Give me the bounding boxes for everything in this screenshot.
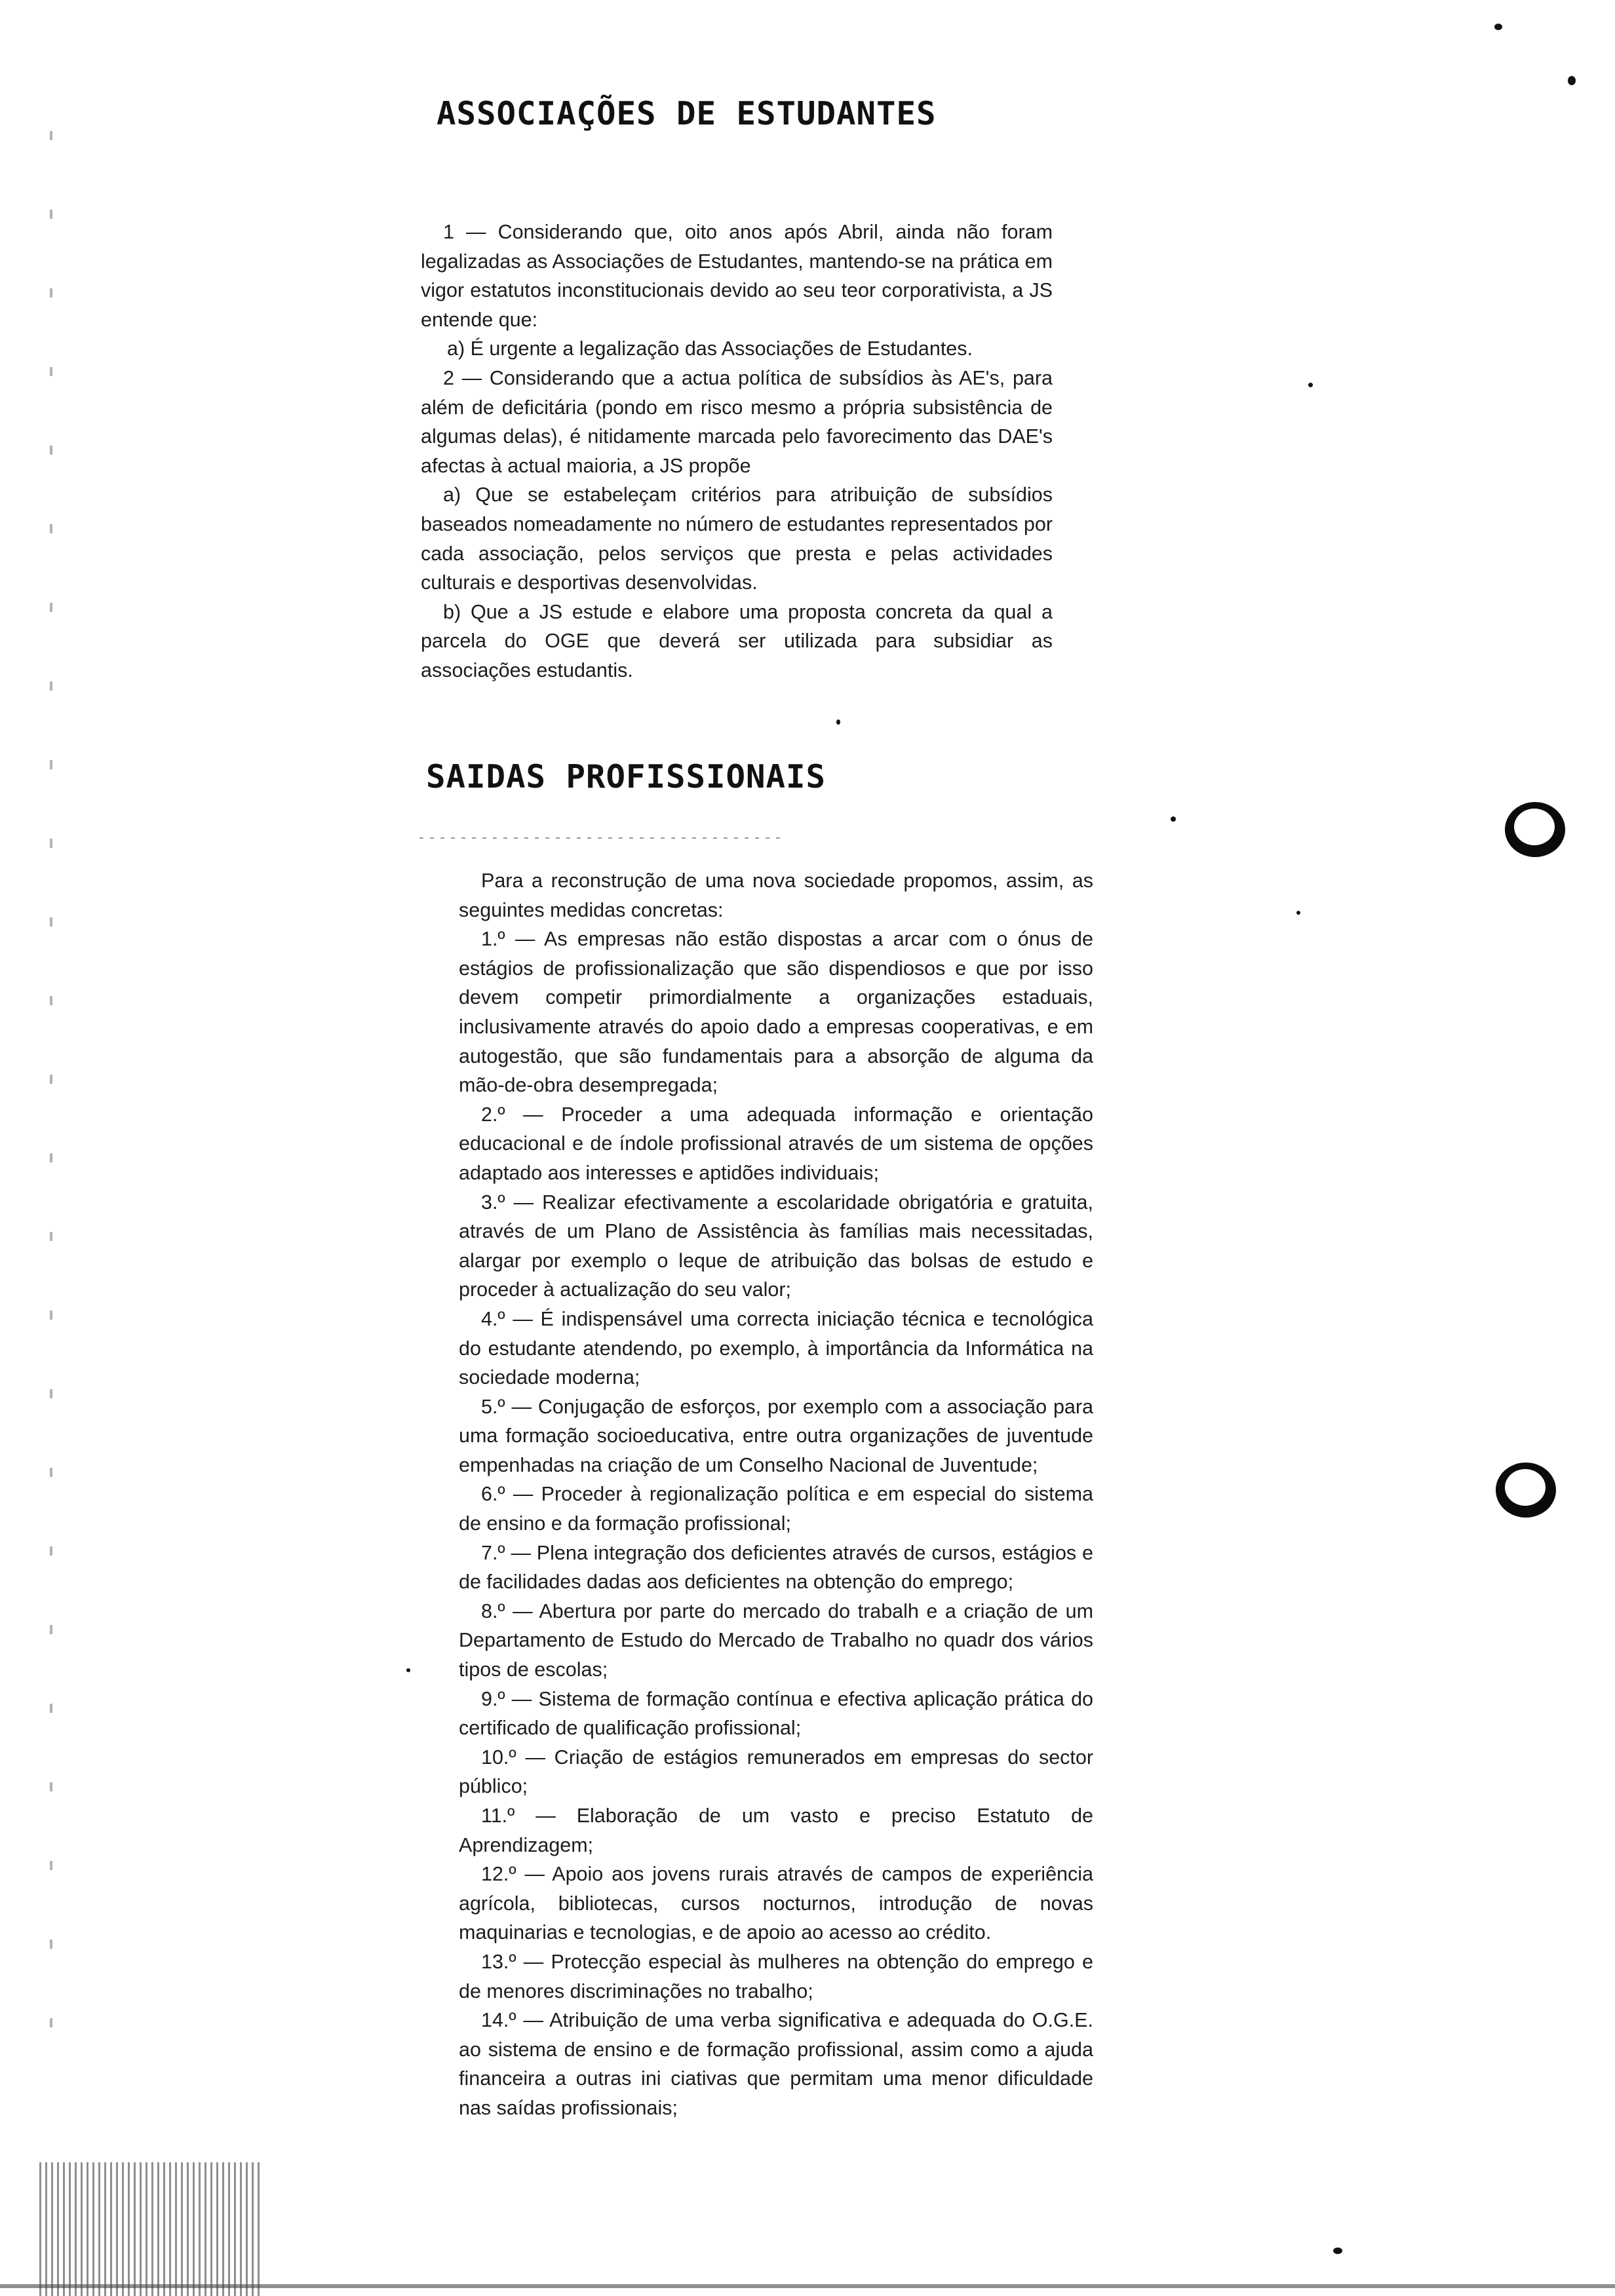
list-item: 5.º — Conjugação de esforços, por exemplo com a associação para uma formação socioeducativa, entre outra organizações de juventude empenhadas na criação de um Conselho Nacional de Juventude; <box>459 1395 1093 1476</box>
paragraph-1: 1 — Considerando que, oito anos após Abril, ainda não foram legalizadas as Associações de Estudantes, mantendo-se na prática em vigor estatutos inconstitucionais devido ao seu teor corporativista, a JS entende que: <box>421 221 1053 331</box>
list-item: 1.º — As empresas não estão dispostas a arcar com o ónus de estágios de profissionalização que são dispendiosos e que por isso devem competir primordialmente a organizações estaduais, inclusivamente através do apoio dado a empresas cooperativas, e em autogestão, que são fundamentais para a absorção de alguma da mão-de-obra desempregada; <box>459 928 1093 1097</box>
scan-speck <box>406 1668 410 1672</box>
paragraph-1a: a) É urgente a legalização das Associações de Estudantes. <box>447 337 973 360</box>
section-title-associacoes: ASSOCIAÇÕES DE ESTUDANTES <box>437 95 937 132</box>
list-item: 2.º — Proceder a uma adequada informação e orientação educacional e de índole profissional através de um sistema de opções adaptado aos interesses e aptidões individuais; <box>459 1103 1093 1184</box>
list-item: 11.º — Elaboração de um vasto e preciso Estatuto de Aprendizagem; <box>459 1805 1093 1856</box>
list-item: 3.º — Realizar efectivamente a escolaridade obrigatória e gratuita, através de um Plano de Assistência às famílias mais necessitadas, alargar por exemplo o leque de atribuição das bolsas de estudo e proceder à actualização do seu valor; <box>459 1191 1093 1301</box>
list-item: 10.º — Criação de estágios remunerados em empresas do sector público; <box>459 1746 1093 1798</box>
paragraph-2b: b) Que a JS estude e elabore uma proposta concreta da qual a parcela do OGE que deverá ser utilizada para subsidiar as associações estudantis. <box>421 600 1053 681</box>
intro-paragraph: Para a reconstrução de uma nova sociedade propomos, assim, as seguintes medidas concretas: <box>459 870 1093 921</box>
punch-hole-top <box>1505 802 1565 857</box>
list-item: 9.º — Sistema de formação contínua e efectiva aplicação prática do certificado de qualificação profissional; <box>459 1687 1093 1740</box>
faint-rule <box>419 837 787 839</box>
scan-speck <box>1171 816 1176 822</box>
list-item: 6.º — Proceder à regionalização política e em especial do sistema de ensino e da formação profissional; <box>459 1483 1093 1535</box>
list-item: 4.º — É indispensável uma correcta iniciação técnica e tecnológica do estudante atendendo, po exemplo, à importância da Informática na sociedade moderna; <box>459 1307 1093 1389</box>
list-item: 13.º — Protecção especial às mulheres na obtenção do emprego e de menores discriminações no trabalho; <box>459 1950 1093 2002</box>
scan-speck <box>836 719 840 725</box>
scan-noise <box>39 2162 262 2296</box>
list-item: 7.º — Plena integração dos deficientes através de cursos, estágios e de facilidades dadas aos deficientes na obtenção do emprego; <box>459 1541 1093 1594</box>
scan-speck <box>1568 76 1576 85</box>
punch-hole-bottom <box>1496 1463 1556 1518</box>
paragraph-2a: a) Que se estabeleçam critérios para atribuição de subsídios baseados nomeadamente no número de estudantes representados por cada associação, pelos serviços que presta e pelas actividades culturais e desportivas desenvolvidas. <box>421 484 1053 594</box>
list-item: 14.º — Atribuição de uma verba significativa e adequada do O.G.E. ao sistema de ensino e de formação profissional, assim como a ajuda financeira a outras ini ciativas que permitam uma menor dificuldade nas saídas profissionais; <box>459 2009 1093 2119</box>
section-associacoes-body <box>421 218 1053 685</box>
section-title-saidas: SAIDAS PROFISSIONAIS <box>426 758 827 795</box>
paragraph-2: 2 — Considerando que a actua política de subsídios às AE's, para além de deficitária (pondo em risco mesmo a própria subsistência de algumas delas), é nitidamente marcada pelo favorecimento das DAE's afectas à actual maioria, a JS propõe <box>421 366 1053 477</box>
scan-bottom-edge <box>0 2284 1615 2288</box>
list-item: 12.º — Apoio aos jovens rurais através de campos de experiência agrícola, bibliotecas, cursos nocturnos, introdução de novas maquinarias e tecnologias, e de apoio ao acesso ao crédito. <box>459 1863 1093 1944</box>
section-saidas-body <box>459 866 1093 2123</box>
scan-edge-marks <box>50 131 52 2097</box>
scan-speck <box>1296 911 1300 915</box>
scan-speck <box>1494 24 1502 30</box>
scan-speck <box>1333 2248 1342 2254</box>
scan-speck <box>1308 383 1313 387</box>
list-item: 8.º — Abertura por parte do mercado do trabalh e a criação de um Departamento de Estudo do Mercado de Trabalho no quadr dos vários tipos de escolas; <box>459 1599 1093 1681</box>
